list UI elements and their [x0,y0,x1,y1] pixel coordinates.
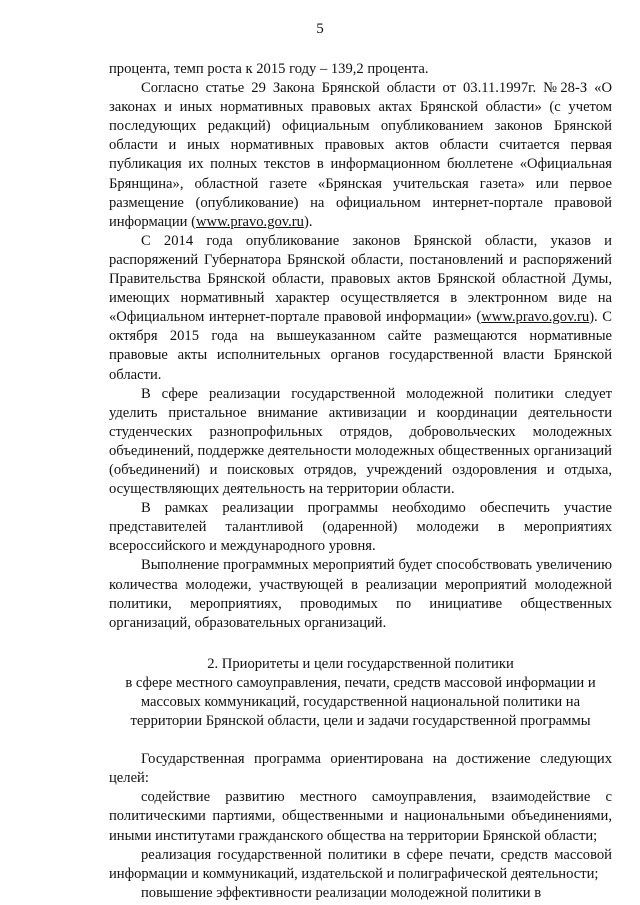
paragraph-youth-policy: В сфере реализации государственной молодежной политики следует уделить пристальное внимание активизации и координации деятельности студенческих разнопрофильных отрядов, добровольческих молодежных объединений, поддержке деятельности молодежных общественных организаций (объединений) и поисковых отрядов, учреждений оздоровления и отдыха, осуществляющих деятельность на территории области. [109,385,612,498]
pravo-portal-link: www.pravo.gov.ru [481,309,590,326]
spacer [109,731,612,750]
document-body [109,60,612,903]
goals-intro: Государственная программа ориентирована на достижение следующих целей: [109,751,612,787]
goal-item-youth-policy: повышение эффективности реализации молодежной политики в [141,884,542,901]
goal-item-local-government: содействие развитию местного самоуправления, взаимодействие с политическими партиями, общественными и национальными объединениями, иными институтами гражданского общества на территории Брянской области; [109,789,612,844]
pravo-portal-link: www.pravo.gov.ru [196,213,304,230]
goal-item-press-policy: реализация государственной политики в сфере печати, средств массовой информации и коммуникаций, издательской и полиграфической деятельности; [109,846,612,882]
section-heading-line: 2. Приоритеты и цели государственной политики [207,655,514,672]
paragraph-official-publication-law: Согласно статье 29 Закона Брянской области от 03.11.1997г. №28-З «О законах и иных нормативных правовых актах Брянской области» (с учетом последующих редакций) официальным опубликованием законов Брянской области и иных нормативных правовых актов области считается первая публикация их полных текстов в информационном бюллетене «Официальная Брянщина», областной газете «Брянская учительская газета» или первое размещение (опубликование) на официальном интернет-портале правовой информации (www.pravo.gov.ru). [109,80,612,230]
section-heading-line: территории Брянской области, цели и задачи государственной программы [130,713,591,730]
section-heading-line: массовых коммуникаций, государственной национальной политики на [140,694,581,710]
paragraph-program-activities: Выполнение программных мероприятий будет способствовать увеличению количества молодежи, участвующей в реализации мероприятий молодежной политики, мероприятиях, проводимых по инициативе общественных организаций, образовательных организаций. [109,557,612,631]
section-heading-line: в сфере местного самоуправления, печати, средств массовой информации и [125,674,596,691]
paragraph-continuation: процента, темп роста к 2015 году – 139,2 процента. [109,61,429,77]
page-number: 5 [316,21,324,37]
section-heading [109,655,612,731]
paragraph-talented-youth: В рамках реализации программы необходимо обеспечить участие представителей талантливой (одаренной) молодежи в мероприятиях всероссийского и международного уровня. [109,500,612,555]
paragraph-electronic-publication: С 2014 года опубликование законов Брянской области, указов и распоряжений Губернатора Брянской области, постановлений и распоряжений Правительства Брянской области, правовых актов Брянской областной Думы, имеющих нормативный характер осуществляется в электронном виде на «Официальном интернет-портале правовой информации» (www.pravo.gov.ru). С октября 2015 года на вышеуказанном сайте размещаются нормативные правовые акты исполнительных органов государственной власти Брянской области. [109,232,612,383]
